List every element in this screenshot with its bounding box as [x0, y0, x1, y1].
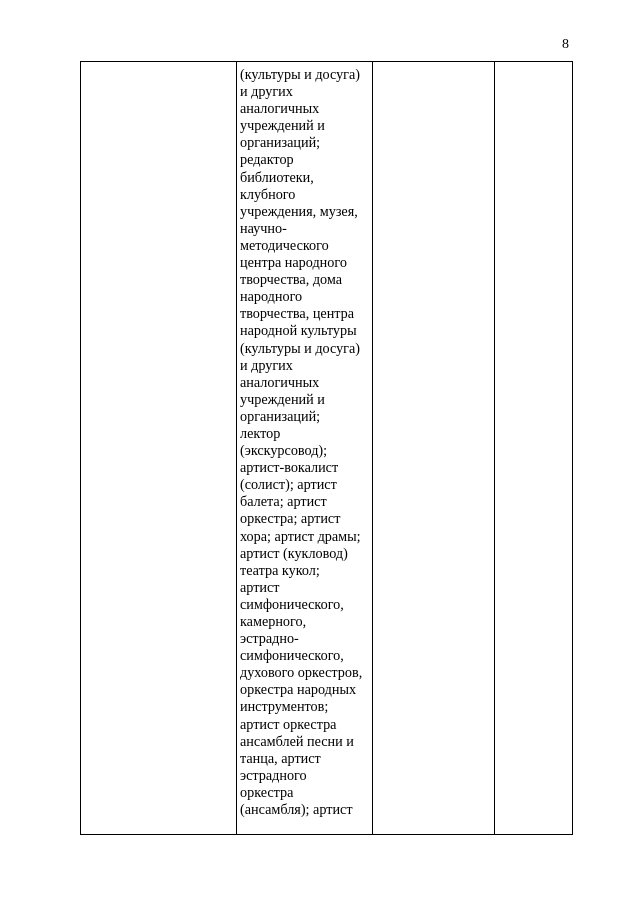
- text-line: (ансамбля); артист: [240, 802, 353, 819]
- text-line: хора; артист драмы;: [240, 528, 361, 545]
- text-line: методического: [240, 237, 329, 254]
- text-line: учреждения, музея,: [240, 203, 358, 220]
- text-line: (культуры и досуга): [240, 67, 361, 83]
- text-line: научно-: [240, 220, 287, 237]
- text-line: творчества, дома: [240, 272, 343, 289]
- text-line: артист (кукловод): [240, 545, 348, 562]
- text-line: (экскурсовод);: [240, 443, 328, 460]
- text-line: симфонического,: [240, 596, 344, 613]
- text-line: эстрадного: [240, 767, 307, 784]
- text-line: оркестра; артист: [240, 511, 341, 528]
- text-line: организаций;: [240, 135, 321, 152]
- text-line: и других: [240, 357, 293, 374]
- table-cell-4: [495, 62, 573, 835]
- text-line: (солист); артист: [240, 477, 337, 494]
- text-line: танца, артист: [240, 750, 321, 767]
- text-line: аналогичных: [240, 374, 320, 391]
- table-cell-2: [237, 62, 373, 835]
- text-line: центра народного: [240, 255, 347, 272]
- text-line: оркестра: [240, 784, 294, 801]
- text-line: (культуры и досуга): [240, 340, 361, 357]
- cell-text-block: [240, 67, 372, 819]
- table-cell-1: [81, 62, 237, 835]
- text-line: и других: [240, 84, 293, 101]
- text-line: артист: [240, 579, 280, 596]
- text-line: духового оркестров,: [240, 665, 363, 682]
- text-line: клубного: [240, 186, 296, 203]
- text-line: редактор: [240, 152, 294, 169]
- text-line: учреждений и: [240, 118, 325, 135]
- table-cell-3: [373, 62, 495, 835]
- text-line: артист-вокалист: [240, 460, 339, 477]
- text-line: эстрадно-: [240, 631, 299, 648]
- text-line: балета; артист: [240, 494, 327, 511]
- text-line: народной культуры: [240, 323, 357, 340]
- text-line: ансамблей песни и: [240, 733, 354, 750]
- text-line: оркестра народных: [240, 682, 357, 699]
- text-line: творчества, центра: [240, 306, 355, 323]
- document-table: [80, 61, 573, 835]
- text-line: библиотеки,: [240, 169, 314, 186]
- text-line: симфонического,: [240, 648, 344, 665]
- text-line: камерного,: [240, 614, 307, 630]
- text-line: инструментов;: [240, 699, 329, 716]
- text-line: аналогичных: [240, 101, 320, 118]
- text-line: учреждений и: [240, 391, 325, 408]
- text-line: народного: [240, 289, 303, 306]
- page-number: 8: [562, 37, 569, 52]
- text-line: лектор: [240, 425, 281, 442]
- text-line: театра кукол;: [240, 562, 320, 579]
- text-line: артист оркестра: [240, 716, 337, 733]
- table-row: [81, 62, 573, 835]
- text-line: организаций;: [240, 408, 321, 425]
